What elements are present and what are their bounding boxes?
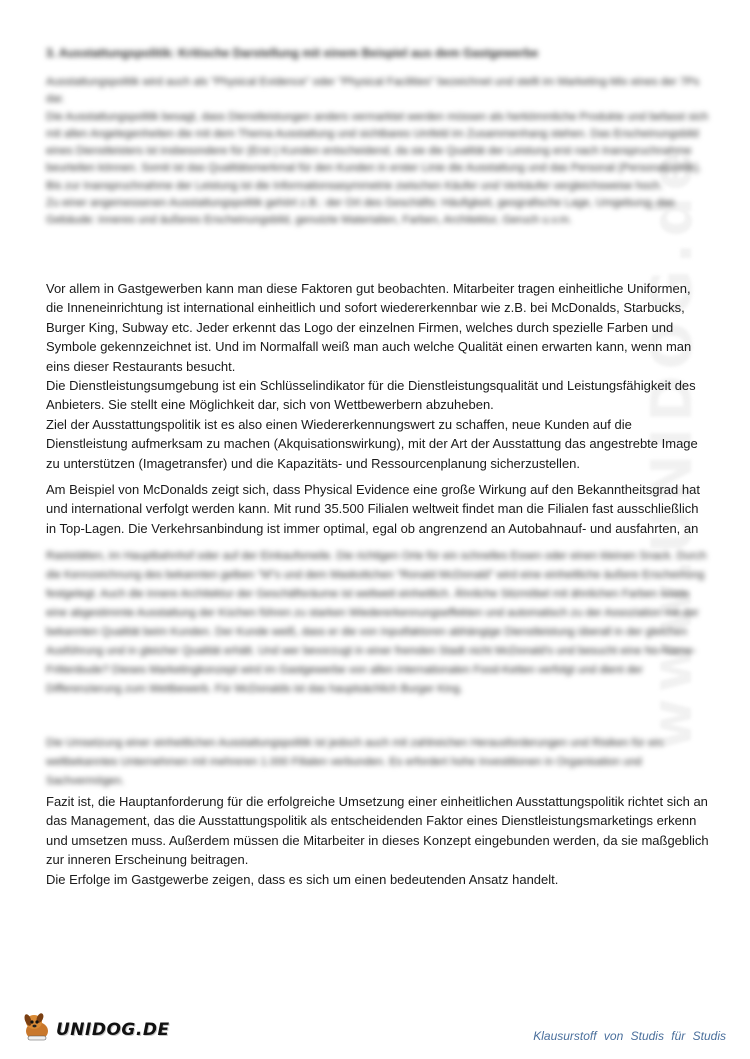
blurred-late-p: Die Umsetzung einer einheitlichen Ausstattungspolitik ist jedoch auch mit zahlreichen Herausforderungen und Risiken für ein weltbekanntes Unternehmen mit mehreren 1.000 Filialen verbunden. Es erfordert hohe Investitionen in Organisation und Sachvermögen.	[46, 737, 663, 787]
blurred-middle	[46, 547, 711, 699]
body-block-3	[46, 792, 711, 889]
blurred-intro-p1: Ausstattungspolitik wird auch als "Physical Evidence" oder "Physical Facilities" bezeichnet und stellt im Marketing-Mix eines der 7Ps dar.	[46, 76, 700, 106]
body-block-2	[46, 480, 711, 538]
paragraph-ziel: Ziel der Ausstattungspolitik ist es also einen Wiedererkennungswert zu schaffen, neue Kunden auf die Dienstleistung aufmerksam zu machen (Akquisationswirkung), mit der Art der Ausstattung das angestrebte Image zu unterstützen (Imagetransfer) und die Kapazitäts- und Ressourcenplanung sicherzustellen.	[46, 416, 698, 471]
blurred-intro	[46, 74, 711, 230]
blurred-intro-p2: Die Ausstattungspolitik besagt, dass Dienstleistungen anders vermarktet werden müssen als herkömmliche Produkte und befasst sich mit allen Angelegenheiten die mit dem Thema Ausstattung und sichtbares Umfeld im Zusammenhang stehen. Das Erscheinungsbild eines Dienstleisters ist insbesondere für (Erst-) Kunden entscheidend, da sie die Qualität der Leistung erst nach Inanspruchnahme beurteilen können. Somit ist das Qualitätsmerkmal für den Kunden in erster Linie die Ausstattung und das Personal (Personalpolitik). Bis zur Inanspruchnahme der Leistung ist die Informationsasymmetrie zwischen Käufer und Verkäufer vergleichsweise hoch.	[46, 110, 709, 192]
section-heading: 3. Ausstattungspolitik: Kritische Darstellung mit einem Beispiel aus dem Gastgewerbe	[46, 46, 539, 60]
dog-mascot-icon	[22, 1012, 56, 1047]
blurred-middle-p: Raststätten, im Hauptbahnhof oder auf der Einkaufsmeile. Die richtigen Orte für ein schnelles Essen oder einen kleinen Snack. Durch die Kennzeichnung des bekannten gelben "M"s und dem Maskottchen "Ronald McDonald" wird eine einheitliche äußere Erscheinung festgelegt. Auch die innere Architektur der Geschäftsräume ist weltweit einheitlich. Ähnliche Sitzmöbel mit ähnlichen Farben sowie eine abgestimmte Ausstattung der Küchen führen zu starken Wiedererkennungseffekten und automatisch zu der Assoziation mit der bekannten Qualität beim Kunden. Der Kunde weiß, dass er die von Inputfaktoren abhängige Dienstleistung überall in der gleichen Ausführung und in gleicher Qualität erhält. Und wer bevorzugt in einer fremden Stadt nicht McDonald's und besucht eine No-Name-Frittenbude? Dieses Marketingkonzept wird im Gastgewerbe von allen internationalen Food-Ketten verfolgt und dient der Differenzierung zum Wettbewerb. Für McDonalds ist das hauptsächlich Burger King.	[46, 550, 707, 695]
paragraph-erfolge: Die Erfolge im Gastgewerbe zeigen, dass es sich um einen bedeutenden Ansatz handelt.	[46, 871, 559, 887]
blurred-intro-p3: Zu einer angemessenen Ausstattungspolitik gehört z.B.: der Ort des Geschäfts: Häufigkeit, geografische Lage, Umgebung; das Gebäude: inneres und äußeres Erscheinungsbild, genutzte Materialien, Farben, Architektur, Geruch u.v.m.	[46, 197, 675, 227]
paragraph-fazit: Fazit ist, die Hauptanforderung für die erfolgreiche Umsetzung einer einheitlichen Ausstattungspolitik richtet sich an das Management, das die Ausstattungspolitik als entscheidenden Faktor eines Dienstleistungsmarketings erkenn und umsetzen muss. Außerdem müssen die Mitarbeiter in dieses Konzept eingebunden werden, da sie maßgeblich zur inneren Erscheinung beitragen.	[46, 794, 709, 868]
footer-tagline: Klausurstoff von Studis für Studis	[533, 1029, 726, 1043]
watermark: www.UNIDOG.de	[640, 146, 705, 750]
footer-logo[interactable]	[22, 1012, 170, 1047]
blurred-late	[46, 734, 711, 791]
paragraph-mcdonalds: Am Beispiel von McDonalds zeigt sich, dass Physical Evidence eine große Wirkung auf den Bekanntheitsgrad hat und international verfolgt werden kann. Mit rund 35.500 Filialen weltweit findet man die Filialen fast ausschließlich in Top-Lagen. Die Verkehrsanbindung ist immer optimal, egal ob angrenzend an Autobahnauf- und ausfahrten, an	[46, 482, 700, 536]
paragraph-gastgewerbe: Vor allem in Gastgewerben kann man diese Faktoren gut beobachten. Mitarbeiter tragen einheitliche Uniformen, die Inneneinrichtung ist international einheitlich und sofort wiedererkennbar wie z.B. bei McDonalds, Starbucks, Burger King, Subway etc. Jeder erkennt das Logo der einzelnen Firmen, welches durch spezielle Farben und Symbole gekennzeichnet ist. Und im Normalfall weiß man auch welche Qualität einen erwarten kann, wenn man eins dieser Restaurants besucht.	[46, 281, 692, 374]
logo-text: UNIDOG.DE	[56, 1019, 170, 1040]
paragraph-dienstleistungsumgebung: Die Dienstleistungsumgebung ist ein Schlüsselindikator für die Dienstleistungsqualität und Leistungsfähigkeit des Anbieters. Sie stellt eine Möglichkeit dar, sich von Wettbewerbern abzuheben.	[46, 378, 696, 413]
body-block-1	[46, 279, 711, 473]
